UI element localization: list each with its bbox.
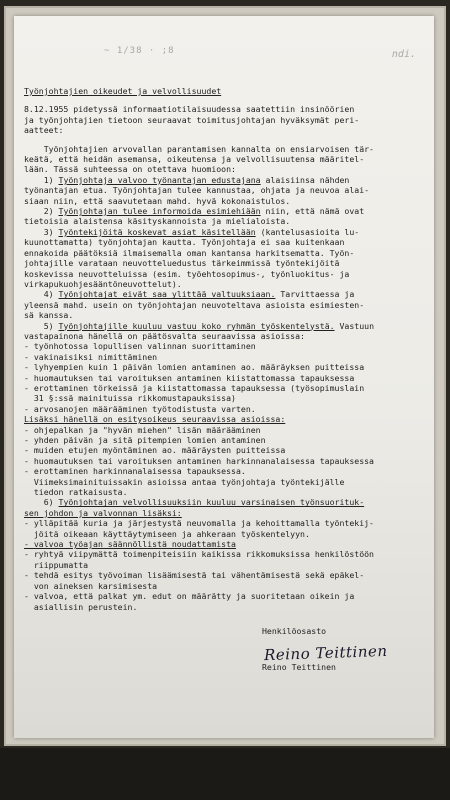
point-text: (kantelusasioita lu- — [255, 226, 360, 237]
list-item: - työnhotossa lopullisen valinnan suorittaminen — [24, 341, 256, 352]
lead-paragraph — [24, 144, 418, 175]
signature-block — [262, 626, 388, 672]
list-item: - ryhtyä viipymättä toimenpiteisiin kaikissa rikkomuksissa henkilöstöön — [24, 549, 374, 560]
list-item-underlined: - valvoa työajan säännöllistä noudattamista — [24, 539, 236, 550]
list-item: - tehdä esitys työvoiman lisäämisestä tai vähentämisestä sekä epäkel- — [24, 570, 365, 581]
list-item: - ylläpitää kuria ja järjestystä neuvomalla ja kehoittamalla työntekij- — [24, 518, 374, 529]
faded-stamp-top: ~ 1/38 · ;8 — [104, 46, 175, 56]
point-heading: Työnjohtajille kuuluu vastuu koko ryhmän työskentelystä. — [58, 320, 335, 331]
point-text: niin, että nämä ovat — [260, 206, 365, 217]
point-3 — [24, 227, 418, 289]
point-line: ennakoida päätöksiä ilmaisemalla oman kantansa harkitsematta. Työn- — [24, 247, 355, 258]
list-item: 31 §:ssä mainituissa rikkomustapauksissa) — [24, 393, 236, 404]
department-name: Henkilöosasto — [262, 626, 327, 636]
point-heading: Työnjohtajan tulee informoida esimiehiään — [58, 206, 261, 217]
document-title: Työnjohtajien oikeudet ja velvollisuudet — [24, 86, 222, 96]
list-item: - lyhyempien kuin 1 päivän lomien antaminen ao. määräyksen puitteissa — [24, 362, 365, 373]
list-item: - valvoa, että palkat ym. edut on määrätty ja suoritetaan oikein ja — [24, 591, 355, 602]
point-1 — [24, 175, 418, 206]
faded-stamp-right: ndi. — [391, 49, 416, 60]
document-body — [24, 86, 418, 612]
background-surface — [0, 748, 450, 800]
list-item: Viimeksimainituissakin asioissa antaa työnjohtaja työntekijälle — [24, 476, 345, 487]
point-line: virkapukuohjesääntöneuvottelut). — [24, 278, 182, 289]
list-item: tiedon ratkaisusta. — [24, 487, 128, 498]
point-line: työnantajan etua. Työnjohtajan tulee kannustaa, ohjata ja neuvoa alai- — [24, 185, 370, 196]
point-heading: Työnjohtajat eivät saa ylittää valtuuksiaan. — [58, 289, 276, 300]
list-item: - arvosanojen määrääminen työtodistusta varten. — [24, 403, 256, 414]
point-number: 1) — [24, 174, 59, 185]
point-number: 6) — [24, 497, 59, 508]
point-number: 5) — [24, 320, 59, 331]
lead-line: Työnjohtajien arvovallan parantamisen kannalta on ensiarvoisen tär- — [24, 143, 374, 154]
point-line: johtajille varataan neuvotteluedustus tärkeimmissä työntekijöitä — [24, 258, 340, 269]
handwritten-signature: Reino Teittinen — [263, 641, 388, 665]
point-line: siaan niin, että saavutetaan mahd. hyvä kokonaistulos. — [24, 195, 291, 206]
list-item: jöitä oikeaan käyttäytymiseen ja ahkeraan työskentelyyn. — [24, 528, 310, 539]
intro-line: ja työnjohtajien tietoon seuraavat toimitusjohtajan hyväksymät peri- — [24, 114, 360, 125]
list-item: von aineksen karsimisesta — [24, 580, 158, 591]
point-line: yleensä mahd. usein on työnjohtajan neuvoteltava asioista esimiesten- — [24, 299, 365, 310]
point-number: 4) — [24, 289, 59, 300]
list-item: - ohjepalkan ja "hyvän miehen" lisän määrääminen — [24, 424, 261, 435]
list-item: riippumatta — [24, 559, 89, 570]
list-item: - erottaminen törkeissä ja kiistattomassa tapauksessa (työsopimuslain — [24, 382, 365, 393]
point-heading: Työnjohtaja valvoo työnantajan edustajana — [58, 174, 261, 185]
point-number: 3) — [24, 226, 59, 237]
list-item: - huomautuksen tai varoituksen antaminen harkinnanalaisessa tapauksessa — [24, 455, 374, 466]
point-line: kuunottamatta) työnjohtajan kautta. Työnjohtaja ei saa kuitenkaan — [24, 237, 345, 248]
point-line: sä kanssa. — [24, 310, 74, 321]
point-line: tietoisia alaistensa käsityskannoista ja mielialoista. — [24, 216, 291, 227]
point-4 — [24, 289, 418, 320]
point-heading: Työnjohtajan velvollisuuksiin kuuluu varsinaisen työnsuorituk- — [58, 497, 365, 508]
lead-line: lään. Tässä suhteessa on otettava huomioon: — [24, 164, 236, 175]
sub-heading: Lisäksi hänellä on esitysoikeus seuraavissa asioissa: — [24, 414, 286, 425]
point-line: koskevissa neuvotteluissa (esim. työehtosopimus-, työnluokitus- ja — [24, 268, 350, 279]
list-item: - erottaminen harkinnanalaisessa tapauksessa. — [24, 466, 246, 477]
lead-line: keätä, että heidän asemansa, oikeutensa ja velvollisuutensa määritel- — [24, 154, 365, 165]
intro-line: 8.12.1955 pidetyssä informaatiotilaisuudessa saatettiin insinöörien — [24, 104, 355, 115]
intro-line: aatteet: — [24, 125, 64, 136]
point-6 — [24, 497, 418, 611]
point-text: alaisiinsa nähden — [260, 174, 350, 185]
point-text: Vastuun — [334, 320, 374, 331]
list-item: - vakinaisiksi nimittäminen — [24, 351, 158, 362]
point-text: Tarvittaessa ja — [275, 289, 355, 300]
list-item: - yhden päivän ja sitä pitempien lomien antaminen — [24, 435, 266, 445]
list-item: asiallisin perustein. — [24, 601, 138, 612]
list-item: - huomautuksen tai varoituksen antaminen kiistattomassa tapauksessa — [24, 372, 355, 383]
point-line: vastapainona hänellä on päätösvalta seuraavissa asioissa: — [24, 330, 305, 341]
intro-paragraph — [24, 104, 418, 135]
list-item: - muiden etujen myöntäminen ao. määräysten puitteissa — [24, 445, 286, 456]
point-heading: Työntekijöitä koskevat asiat käsitellään — [58, 226, 256, 237]
signer-name: Reino Teittinen — [262, 662, 336, 672]
point-2 — [24, 206, 418, 227]
point-number: 2) — [24, 206, 59, 217]
point-5 — [24, 321, 418, 498]
point-heading-cont: sen johdon ja valvonnan lisäksi: — [24, 507, 182, 518]
